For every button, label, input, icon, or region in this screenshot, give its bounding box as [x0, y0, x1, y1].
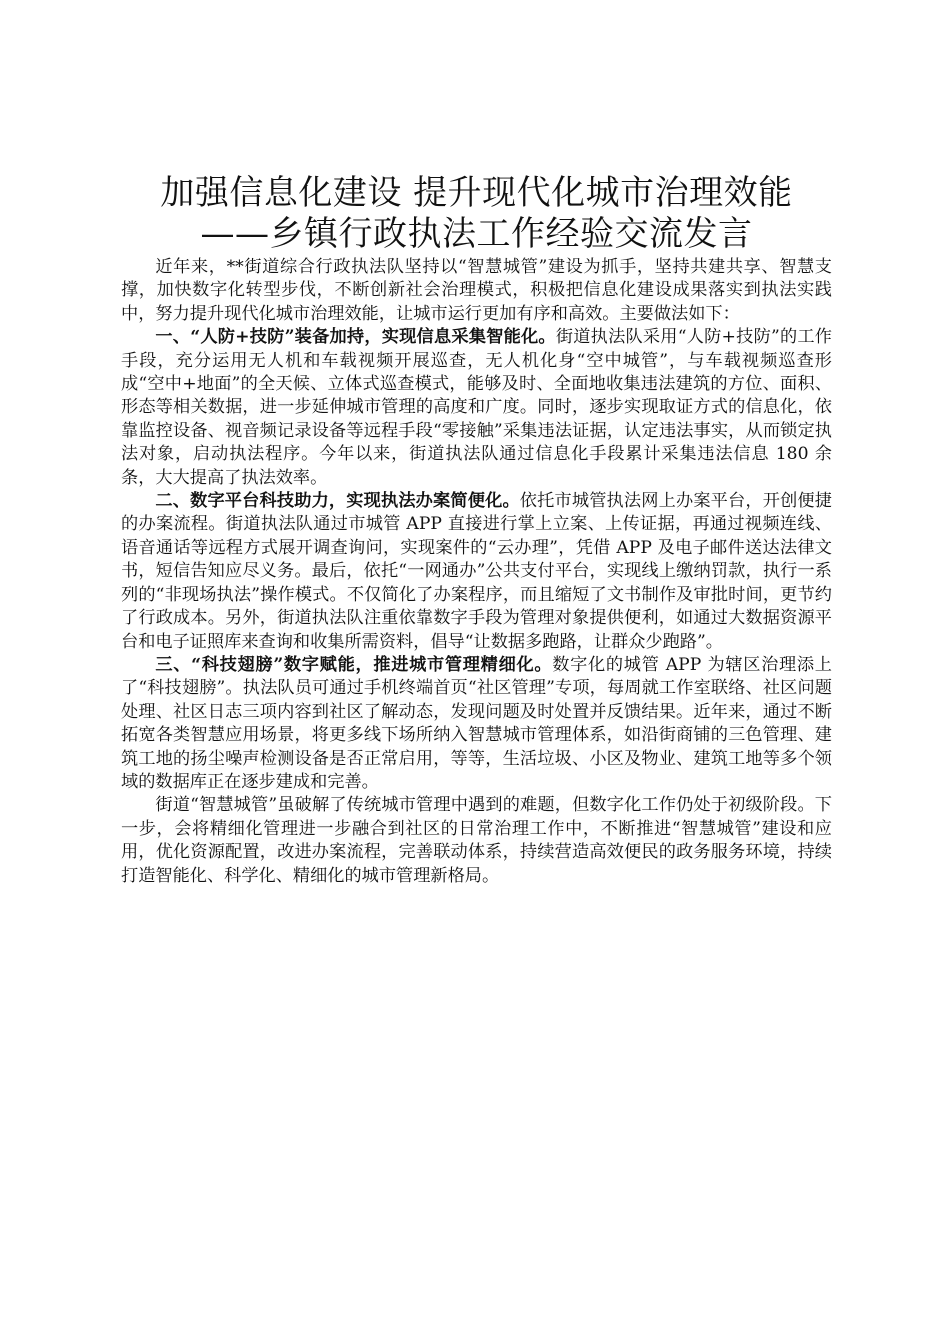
paragraph-text: 街道“智慧城管”虽破解了传统城市管理中遇到的难题，但数字化工作仍处于初级阶段。下一步，会将精细化管理进一步融合到社区的日常治理工作中，不断推进“智慧城管”建设和应用，优化资源配置，改进办案流程，完善联动体系，持续营造高效便民的政务服务环境，持续打造智能化、科学化、精细化的城市管理新格局。 [121, 795, 832, 886]
section-heading: 一、“人防+技防”装备加持，实现信息采集智能化。 [155, 327, 556, 348]
paragraph-section-2 [121, 490, 832, 654]
paragraph-text: 数字化的城管 APP 为辖区治理添上了“科技翅膀”。执法队员可通过手机终端首页“社区管理”专项，每周就工作室联络、社区问题处理、社区日志三项内容到社区了解动态，发现问题及时处置并反馈结果。近年来，通过不断拓宽各类智慧应用场景，将更多线下场所纳入智慧城市管理体系，如沿街商铺的三色管理、建筑工地的扬尘噪声检测设备是否正常启用，等等，生活垃圾、小区及物业、建筑工地等多个领域的数据库正在逐步建成和完善。 [121, 654, 832, 792]
paragraph-text: 街道执法队采用“人防+技防”的工作手段，充分运用无人机和车载视频开展巡查，无人机化身“空中城管”，与车载视频巡查形成“空中+地面”的全天候、立体式巡查模式，能够及时、全面地收集违法建筑的方位、面积、形态等相关数据，进一步延伸城市管理的高度和广度。同时，逐步实现取证方式的信息化，依靠监控设备、视音频记录设备等远程手段“零接触”采集违法证据，认定违法事实，从而锁定执法对象，启动执法程序。今年以来，街道执法队通过信息化手段累计采集违法信息 180 余条，大大提高了执法效率。 [121, 327, 832, 488]
paragraph-text: 近年来，**街道综合行政执法队坚持以“智慧城管”建设为抓手，坚持共建共享、智慧支撑，加快数字化转型步伐，不断创新社会治理模式，积极把信息化建设成果落实到执法实践中，努力提升现代化城市治理效能，让城市运行更加有序和高效。主要做法如下： [121, 257, 832, 324]
document-title: 加强信息化建设 提升现代化城市治理效能 [160, 173, 793, 213]
document-subtitle: ——乡镇行政执法工作经验交流发言 [200, 214, 753, 254]
paragraph-intro [121, 256, 832, 326]
document-content [121, 173, 832, 888]
paragraph-text: 依托市城管执法网上办案平台，开创便捷的办案流程。街道执法队通过市城管 APP 直接进行掌上立案、上传证据，再通过视频连线、语音通话等远程方式展开调查询问，实现案件的“云办理”，凭借 APP 及电子邮件送达法律文书，短信告知应尽义务。最后，依托“一网通办”公共支付平台，实现线上缴纳罚款，执行一系列的“非现场执法”操作模式。不仅简化了办案程序，而且缩短了文书制作及审批时间，更节约了行政成本。另外，街道执法队注重依靠数字手段为管理对象提供便利，如通过大数据资源平台和电子证照库来查询和收集所需资料，倡导“让数据多跑路，让群众少跑路”。 [121, 491, 832, 652]
section-heading: 二、数字平台科技助力，实现执法办案简便化。 [155, 491, 520, 512]
paragraph-section-3 [121, 654, 832, 794]
section-heading: 三、“科技翅膀”数字赋能，推进城市管理精细化。 [155, 654, 553, 675]
paragraph-conclusion [121, 794, 832, 888]
paragraph-section-1 [121, 326, 832, 490]
